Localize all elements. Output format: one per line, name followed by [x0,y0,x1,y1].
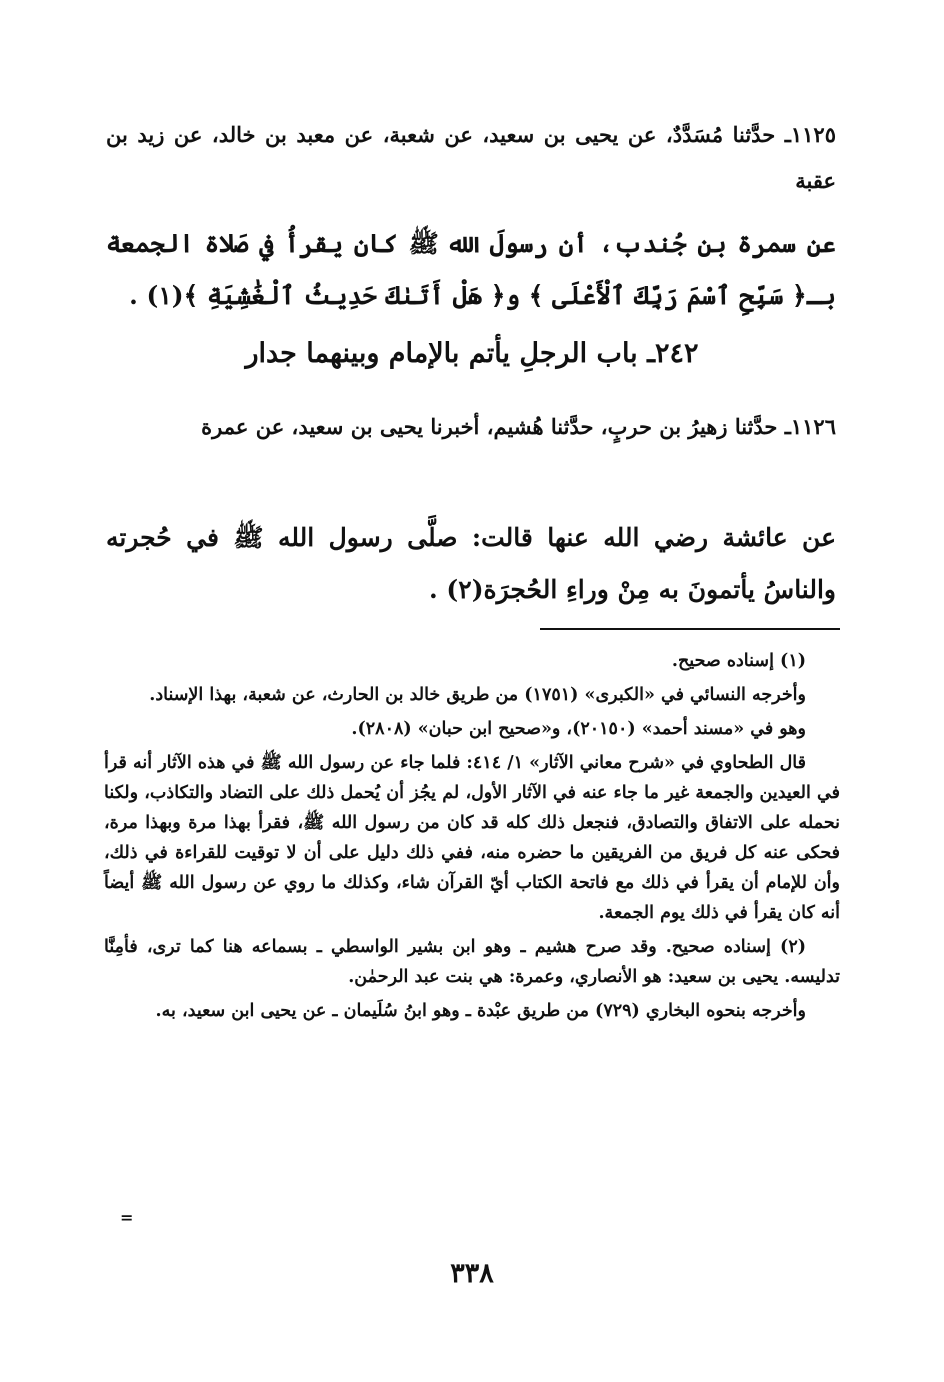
footnote-separator [540,628,840,630]
footnote-1-references: وهو في «مسند أحمد» (٢٠١٥٠)، و«صحيح ابن حبان» (٢٨٠٨). [351,719,806,739]
hadith-1126-matn: عن عائشة رضي الله عنها قالت: صلَّى رسول الله ﷺ في حُجرته والناسُ يأتمونَ به مِنْ وراءِ الحُجرَة(٢) . [106,523,836,604]
footnote-1-tahawi-quote: قال الطحاوي في «شرح معاني الآثار» ١/ ٤١٤: فلما جاء عن رسول الله ﷺ في هذه الآثار أنه قرأ في العيدين والجمعة غير ما جاء عنه في الآثار الأول، لم يجُز أن يُحمل ذلك على التضاد والتكاذب، ولكنا نحمله على الاتفاق والتصادق، فنجعل ذلك كله قد كان من رسول الله ﷺ، فقرأ بهذا مرة وبهذا مرة، فحكى عنه كل فريق من الفريقين ما حضره منه، ففي ذلك دليل على أن لا توقيت للقراءة في ذلك، وأن للإمام أن يقرأ في ذلك مع فاتحة الكتاب أيّ القرآن شاء، وكذلك ما روي عن رسول الله ﷺ أيضاً أنه كان يقرأ في ذلك يوم الجمعة. [104,753,840,923]
hadith-1126-isnad: ١١٢٦ـ حدَّثنا زهيرُ بن حربٍ، حدَّثنا هُشيم، أخبرنا يحيى بن سعيد، عن عمرة [201,414,836,439]
footnote-2-takhrij: وأخرجه بنحوه البخاري (٧٢٩) من طريق عبْدة ـ وهو ابنُ سُلَيمان ـ عن يحيى ابن سعيد، به. [155,1001,806,1021]
page-number: ٣٣٨ [450,1258,494,1289]
hadith-1125-matn: عن سمرة بن جُندب، أن رسولَ الله ﷺ كان يقرأُ في صَلاة الجمعة بـ﴿ سَبِّحِ ٱسْمَ رَبِّكَ ٱلْأَعْلَى ﴾ و﴿ هَلْ أَتَىٰكَ حَدِيثُ ٱلْغَٰشِيَةِ ﴾(١) . [106,229,836,310]
continuation-mark: = [120,1208,134,1227]
footnote-1-takhrij: وأخرجه النسائي في «الكبرى» (١٧٥١) من طريق خالد بن الحارث، عن شعبة، بهذا الإسناد. [149,685,806,705]
hadith-1125-isnad: ١١٢٥ـ حدَّثنا مُسَدَّدٌ، عن يحيى بن سعيد، عن شعبة، عن معبد بن خالد، عن زيد بن عقبة [106,122,836,193]
footnote-1-grading: (١) إسناده صحيح. [671,651,806,671]
footnotes [104,646,840,1030]
chapter-heading: ٢٤٢ـ باب الرجلِ يأتم بالإمام وبينهما جدار [245,338,699,369]
footnote-2-grading: (٢) إسناده صحيح. وقد صرح هشيم ـ وهو ابن بشير الواسطي ـ بسماعه هنا كما ترى، فأمِنَّا تدليسه. يحيى بن سعيد: هو الأنصاري، وعمرة: هي بنت عبد الرحمٰن. [104,937,840,987]
